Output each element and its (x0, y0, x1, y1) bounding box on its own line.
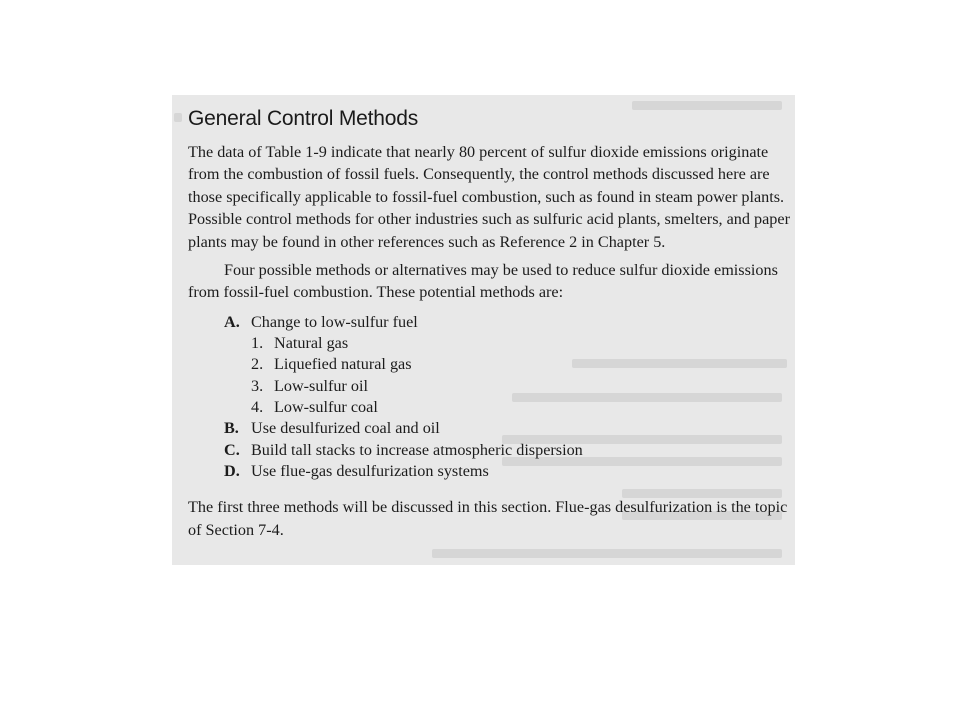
sublist-marker: 2. (251, 355, 264, 374)
sublist-item (251, 376, 792, 397)
document-content (188, 95, 792, 541)
list-marker: B. (224, 419, 239, 438)
paragraph-intro: The data of Table 1-9 indicate that nearly 80 percent of sulfur dioxide emissions originate from the combustion of fossil fuels. Consequently, the control methods discussed here are those specifically applicable to fossil-fuel combustion, such as found in steam power plants. Possible control methods for other industries such as sulfuric acid plants, smelters, and paper plants may be found in other references such as Reference 2 in Chapter 5. (188, 143, 790, 251)
sublist-item-text: Natural gas (274, 334, 349, 353)
paragraph-methods-intro: Four possible methods or alternatives may be used to reduce sulfur dioxide emissions from fossil-fuel combustion. These potential methods are: (188, 261, 778, 302)
list-item (224, 461, 792, 482)
list-item (224, 418, 792, 439)
list-item-text: Use flue-gas desulfurization systems (251, 461, 489, 480)
sublist-item (251, 354, 792, 375)
sublist-item-text: Low-sulfur coal (274, 398, 378, 417)
sublist-marker: 4. (251, 398, 264, 417)
list-item (224, 312, 792, 333)
scanned-page (172, 95, 795, 565)
paragraph-closing: The first three methods will be discussed in this section. Flue-gas desulfurization is the topic of Section 7-4. (188, 498, 788, 539)
sublist-item (251, 397, 792, 418)
sublist-item-text: Liquefied natural gas (274, 355, 412, 374)
list-item-text: Use desulfurized coal and oil (251, 419, 440, 438)
section-heading: General Control Methods (188, 107, 419, 130)
list-item-text: Build tall stacks to increase atmospheric dispersion (251, 440, 583, 459)
fuel-sublist (251, 333, 792, 418)
bleed-through-mark (174, 113, 182, 122)
list-marker: A. (224, 312, 240, 331)
sublist-marker: 1. (251, 334, 264, 353)
sublist-container (224, 333, 792, 418)
list-item (224, 440, 792, 461)
sublist-item-text: Low-sulfur oil (274, 376, 368, 395)
list-marker: D. (224, 461, 240, 480)
list-item-text: Change to low-sulfur fuel (251, 312, 418, 331)
list-marker: C. (224, 440, 240, 459)
methods-list (224, 312, 792, 482)
bleed-through-mark (432, 549, 782, 558)
sublist-item (251, 333, 792, 354)
sublist-marker: 3. (251, 376, 264, 395)
